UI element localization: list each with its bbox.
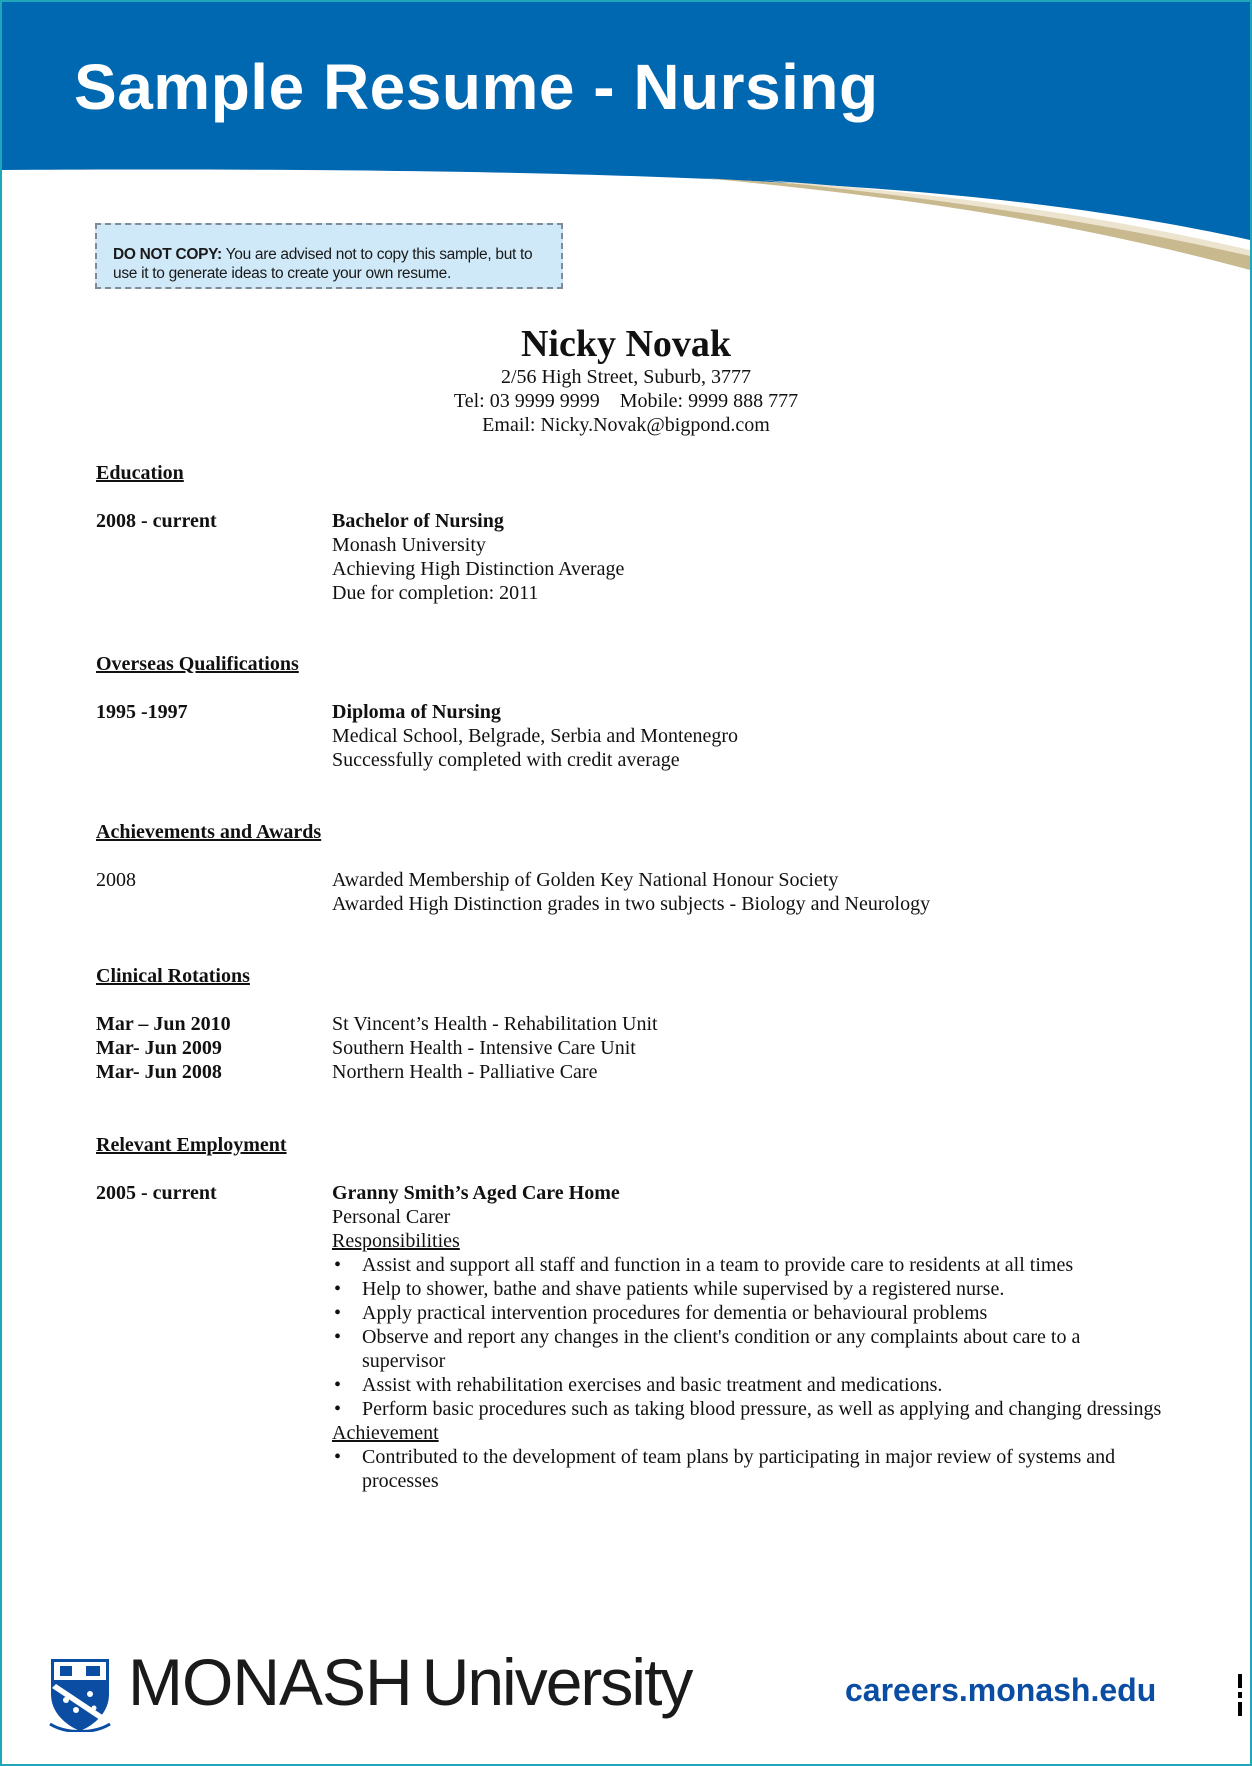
achievements-heading: Achievements and Awards bbox=[96, 821, 322, 843]
responsibility-item: • Perform basic procedures such as taking blood pressure, as well as applying and changing dressings bbox=[334, 1398, 1162, 1420]
overseas-heading: Overseas Qualifications bbox=[96, 653, 299, 675]
bullet-icon: • bbox=[334, 1326, 342, 1348]
achievement-line: Awarded High Distinction grades in two subjects - Biology and Neurology bbox=[332, 893, 931, 915]
do-not-copy-notice bbox=[95, 223, 563, 289]
applicant-name: Nicky Novak bbox=[520, 323, 732, 365]
bullet-icon: • bbox=[334, 1374, 342, 1396]
achievements-details bbox=[332, 868, 930, 916]
clinical-text: Southern Health - Intensive Care Unit bbox=[332, 1037, 636, 1059]
clinical-date: Mar- Jun 2009 bbox=[96, 1037, 222, 1059]
responsibility-item: • Apply practical intervention procedures for dementia or behavioural problems bbox=[334, 1302, 988, 1324]
education-title: Bachelor of Nursing bbox=[332, 510, 504, 532]
logo-light-text: University bbox=[421, 1645, 692, 1719]
applicant-email: Email: Nicky.Novak@bigpond.com bbox=[482, 414, 770, 436]
overseas-line: Medical School, Belgrade, Serbia and Montenegro bbox=[332, 725, 738, 747]
employment-heading: Relevant Employment bbox=[96, 1134, 287, 1156]
clinical-heading: Clinical Rotations bbox=[96, 965, 250, 987]
applicant-address: 2/56 High Street, Suburb, 3777 bbox=[501, 366, 751, 388]
education-line: Monash University bbox=[332, 534, 486, 556]
employment-date: 2005 - current bbox=[96, 1182, 217, 1204]
employment-details bbox=[332, 1181, 1198, 1493]
responsibilities-list bbox=[332, 1253, 1198, 1421]
clinical-text: Northern Health - Palliative Care bbox=[332, 1061, 598, 1083]
overseas-date: 1995 -1997 bbox=[96, 701, 188, 723]
bullet-icon: • bbox=[334, 1278, 342, 1300]
education-line: Due for completion: 2011 bbox=[332, 582, 539, 604]
overseas-title: Diploma of Nursing bbox=[332, 701, 501, 723]
careers-url: careers.monash.edu bbox=[845, 1672, 1157, 1708]
responsibility-item: • Observe and report any changes in the client's condition or any complaints about care to a supervisor bbox=[334, 1326, 1081, 1372]
notice-text: You are advised not to copy this sample, but to use it to generate ideas to create your own resume. bbox=[113, 246, 533, 282]
education-line: Achieving High Distinction Average bbox=[332, 558, 625, 580]
responsibility-item: • Assist with rehabilitation exercises and basic treatment and medications. bbox=[334, 1374, 943, 1396]
responsibility-item: • Assist and support all staff and function in a team to provide care to residents at all times bbox=[334, 1254, 1074, 1276]
clinical-date: Mar- Jun 2008 bbox=[96, 1061, 222, 1083]
edge-mark-icon bbox=[1238, 1674, 1244, 1718]
notice-label: DO NOT COPY: bbox=[113, 246, 222, 263]
education-date: 2008 - current bbox=[96, 510, 217, 532]
employment-achievement-item: • Contributed to the development of team plans by participating in major review of systems and processes bbox=[334, 1446, 1116, 1492]
employer-name: Granny Smith’s Aged Care Home bbox=[332, 1182, 620, 1204]
overseas-details bbox=[332, 700, 738, 772]
clinical-date: Mar – Jun 2010 bbox=[96, 1013, 231, 1035]
monash-crest-icon bbox=[46, 1654, 114, 1732]
clinical-text: St Vincent’s Health - Rehabilitation Unit bbox=[332, 1013, 658, 1035]
achievement-label: Achievement bbox=[332, 1422, 439, 1444]
bullet-icon: • bbox=[334, 1398, 342, 1420]
applicant-phones: Tel: 03 9999 9999 Mobile: 9999 888 777 bbox=[453, 390, 799, 412]
bullet-icon: • bbox=[334, 1446, 342, 1468]
monash-wordmark bbox=[128, 1646, 691, 1718]
responsibilities-label: Responsibilities bbox=[332, 1230, 460, 1252]
responsibility-item: • Help to shower, bathe and shave patients while supervised by a registered nurse. bbox=[334, 1278, 1005, 1300]
employment-achievements-list bbox=[332, 1445, 1198, 1493]
education-details bbox=[332, 509, 624, 605]
logo-bold-text: MONASH bbox=[128, 1645, 412, 1719]
achievement-line: Awarded Membership of Golden Key National Honour Society bbox=[332, 869, 839, 891]
overseas-line: Successfully completed with credit average bbox=[332, 749, 680, 771]
bullet-icon: • bbox=[334, 1254, 342, 1276]
education-heading: Education bbox=[96, 462, 184, 484]
achievements-date: 2008 bbox=[96, 869, 136, 891]
bullet-icon: • bbox=[334, 1302, 342, 1324]
monash-logo bbox=[46, 1642, 706, 1732]
employment-role: Personal Carer bbox=[332, 1206, 451, 1228]
page-title: Sample Resume - Nursing bbox=[74, 51, 879, 123]
